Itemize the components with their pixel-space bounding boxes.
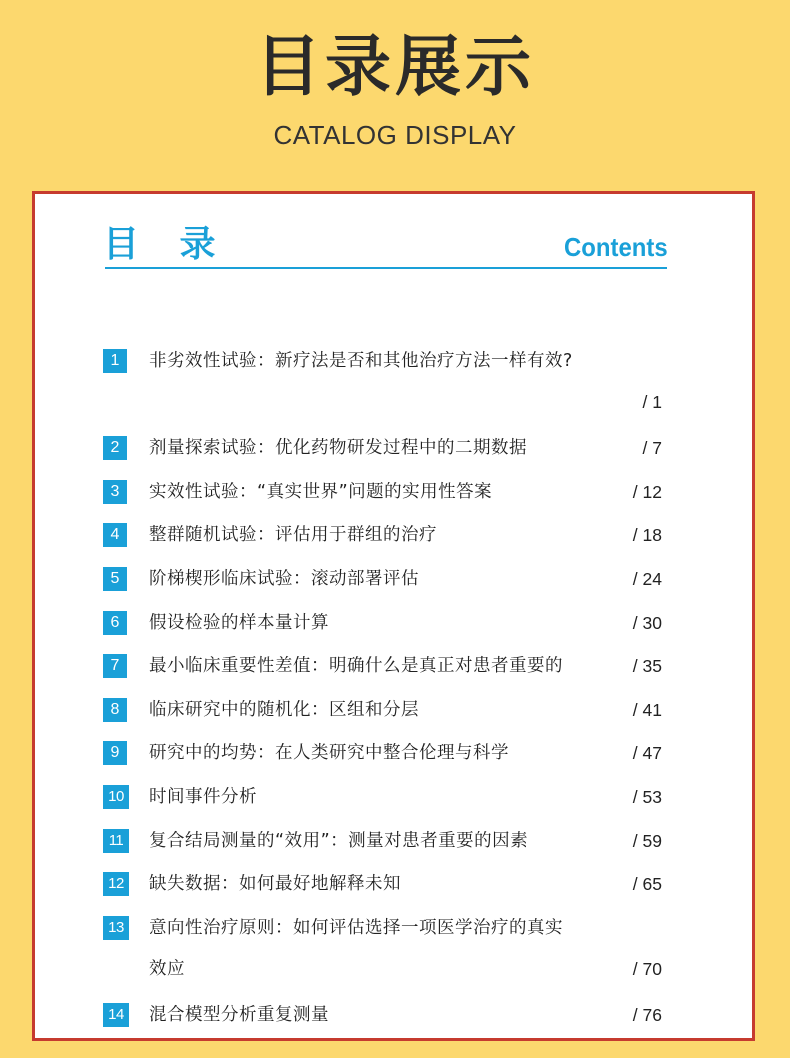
chapter-page: / 24 xyxy=(632,569,662,589)
chapter-page: / 18 xyxy=(632,525,662,545)
toc-divider xyxy=(105,267,667,269)
chapter-number-badge: 7 xyxy=(103,654,127,678)
chapter-number-badge: 11 xyxy=(103,829,129,853)
chapter-page: / 76 xyxy=(632,1005,662,1025)
chapter-page: / 12 xyxy=(632,482,662,502)
chapter-number-badge: 6 xyxy=(103,611,127,635)
chapter-title: 最小临床重要性差值：明确什么是真正对患者重要的 xyxy=(149,656,563,676)
chapter-page: / 47 xyxy=(632,743,662,763)
chapter-title: 混合模型分析重复测量 xyxy=(149,1005,329,1025)
catalog-card xyxy=(32,191,755,1041)
chapter-number-badge: 2 xyxy=(103,436,127,460)
chapter-page: / 70 xyxy=(632,959,662,979)
chapter-title: 非劣效性试验：新疗法是否和其他治疗方法一样有效? xyxy=(149,351,573,371)
chapter-number-badge: 14 xyxy=(103,1003,129,1027)
chapter-title: 缺失数据：如何最好地解释未知 xyxy=(149,874,401,894)
chapter-number-badge: 4 xyxy=(103,523,127,547)
chapter-number-badge: 9 xyxy=(103,741,127,765)
chapter-number-badge: 1 xyxy=(103,349,127,373)
chapter-number-badge: 13 xyxy=(103,916,129,940)
chapter-number-badge: 3 xyxy=(103,480,127,504)
chapter-page: / 1 xyxy=(642,392,662,412)
toc-contents-label: Contents xyxy=(564,232,668,262)
chapter-number-badge: 8 xyxy=(103,698,127,722)
chapter-page: / 53 xyxy=(632,787,662,807)
chapter-title: 复合结局测量的“效用”：测量对患者重要的因素 xyxy=(149,831,529,851)
chapter-page: / 7 xyxy=(642,438,662,458)
chapter-page: / 65 xyxy=(632,874,662,894)
chapter-title-continued: 效应 xyxy=(149,959,185,979)
chapter-number-badge: 5 xyxy=(103,567,127,591)
chapter-page: / 41 xyxy=(632,700,662,720)
chapter-title: 实效性试验：“真实世界”问题的实用性答案 xyxy=(149,482,493,502)
chapter-title: 剂量探索试验：优化药物研发过程中的二期数据 xyxy=(149,438,527,458)
chapter-number-badge: 12 xyxy=(103,872,129,896)
chapter-page: / 35 xyxy=(632,656,662,676)
chapter-number-badge: 10 xyxy=(103,785,129,809)
chapter-title: 意向性治疗原则：如何评估选择一项医学治疗的真实 xyxy=(149,918,563,938)
chapter-title: 时间事件分析 xyxy=(149,787,257,807)
toc-title: 目 录 xyxy=(103,224,230,265)
chapter-title: 研究中的均势：在人类研究中整合伦理与科学 xyxy=(149,743,509,763)
chapter-page: / 59 xyxy=(632,831,662,851)
chapter-title: 整群随机试验：评估用于群组的治疗 xyxy=(149,525,437,545)
chapter-page: / 30 xyxy=(632,613,662,633)
chapter-title: 临床研究中的随机化：区组和分层 xyxy=(149,700,419,720)
chapter-title: 阶梯楔形临床试验：滚动部署评估 xyxy=(149,569,419,589)
header-title: 目录展示 xyxy=(255,28,535,105)
chapter-title: 假设检验的样本量计算 xyxy=(149,613,329,633)
header-subtitle: CATALOG DISPLAY xyxy=(273,120,517,150)
